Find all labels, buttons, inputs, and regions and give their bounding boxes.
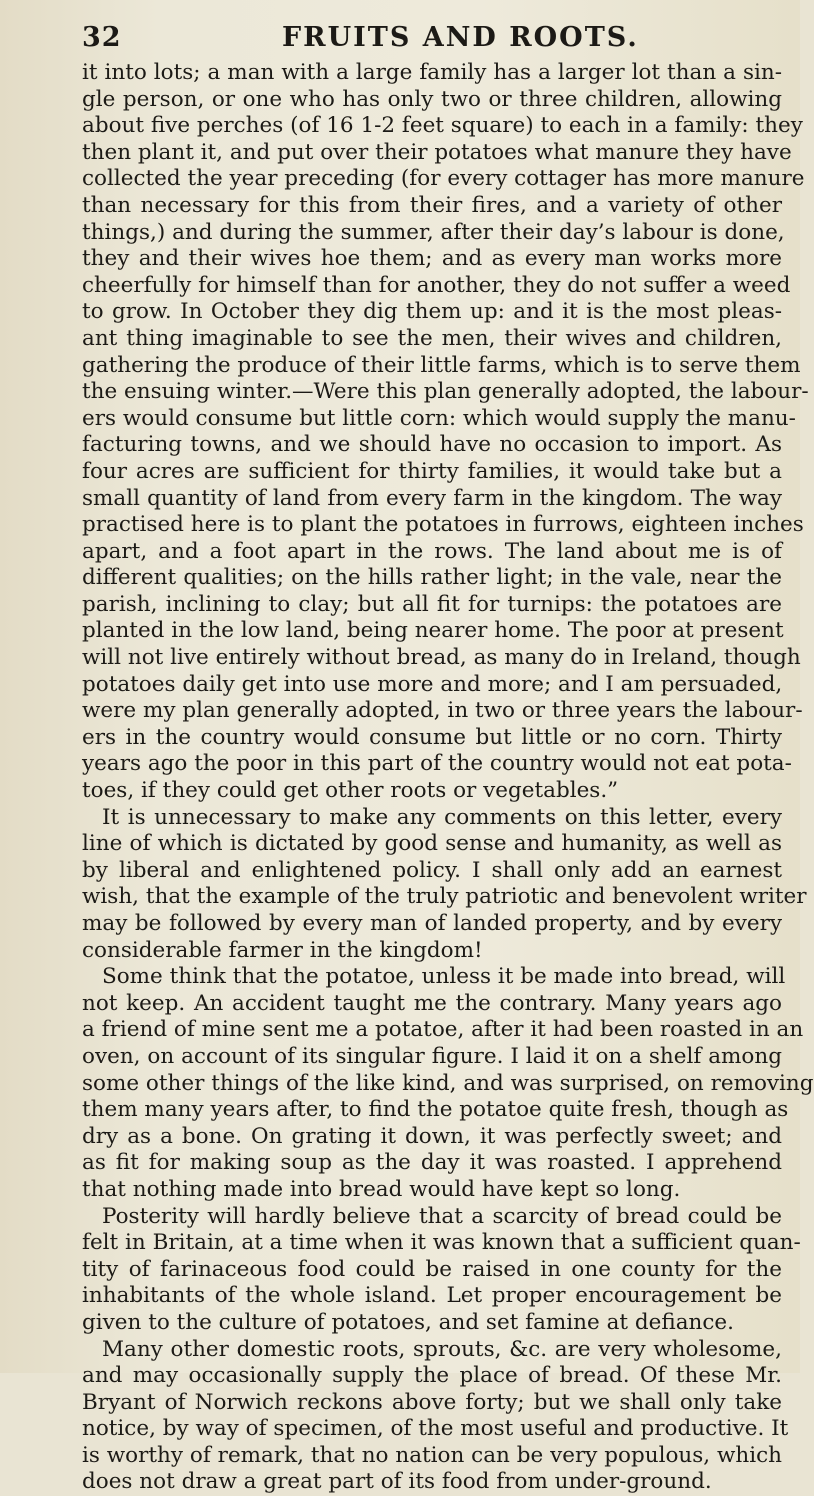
text-line: wish, that the example of the truly patriotic and benevolent writer: [82, 884, 807, 910]
text-line: oven, on account of its singular figure. I laid it on a shelf among: [82, 1043, 782, 1069]
text-line: it into lots; a man with a large family has a larger lot than a sin-: [82, 60, 782, 85]
text-line: notice, by way of specimen, of the most useful and productive. It: [82, 1416, 789, 1442]
text-line: It is unnecessary to make any comments on this letter, every: [102, 804, 782, 830]
text-line: parish, inclining to clay; but all fit for turnips: the potatoes are: [82, 591, 782, 617]
text-line: facturing towns, and we should have no occasion to import. As: [82, 432, 782, 458]
text-line: gathering the produce of their little farms, which is to serve them: [82, 352, 801, 378]
text-line: years ago the poor in this part of the country would not eat pota-: [82, 751, 792, 777]
text-line: considerable farmer in the kingdom!: [82, 937, 483, 963]
text-line: toes, if they could get other roots or vegetables.”: [82, 778, 619, 804]
body-text: [82, 60, 814, 1496]
text-line: about five perches (of 16 1-2 feet square) to each in a family: they: [82, 113, 803, 139]
text-line: ant thing imaginable to see the men, their wives and children,: [82, 325, 782, 351]
text-line: and may occasionally supply the place of bread. Of these Mr.: [82, 1363, 782, 1389]
text-line: collected the year preceding (for every cottager has more manure: [82, 166, 805, 192]
text-line: to grow. In October they dig them up: and it is the most pleas-: [82, 299, 782, 325]
text-line: a friend of mine sent me a potatoe, after it had been roasted in an: [82, 1017, 804, 1043]
running-head: FRUITS AND ROOTS.: [282, 22, 639, 53]
text-line: gle person, or one who has only two or three children, allowing: [82, 86, 782, 112]
text-line: small quantity of land from every farm in the kingdom. The way: [82, 485, 782, 511]
text-line: is worthy of remark, that no nation can be very populous, which: [82, 1442, 782, 1468]
text-line: Some think that the potatoe, unless it be made into bread, will: [102, 964, 786, 990]
text-line: not keep. An accident taught me the contrary. Many years ago: [82, 990, 782, 1016]
text-line: ers in the country would consume but little or no corn. Thirty: [82, 724, 782, 750]
page-number: 32: [82, 22, 122, 53]
text-line: they and their wives hoe them; and as every man works more: [82, 246, 782, 272]
text-line: potatoes daily get into use more and more; and I am persuaded,: [82, 671, 783, 697]
text-line: apart, and a foot apart in the rows. The land about me is of: [82, 538, 782, 564]
text-line: the ensuing winter.—Were this plan generally adopted, the labour-: [82, 379, 809, 405]
text-line: line of which is dictated by good sense and humanity, as well as: [82, 831, 782, 857]
text-line: planted in the low land, being nearer home. The poor at present: [82, 618, 784, 644]
text-line: them many years after, to find the potatoe quite fresh, though as: [82, 1097, 789, 1123]
text-line: tity of farinaceous food could be raised in one county for the: [82, 1256, 782, 1282]
text-line: some other things of the like kind, and was surprised, on removing: [82, 1070, 814, 1096]
text-line: does not draw a great part of its food from under-ground.: [82, 1469, 712, 1495]
text-line: were my plan generally adopted, in two or three years the labour-: [82, 698, 803, 724]
text-line: that nothing made into bread would have kept so long.: [82, 1176, 681, 1202]
text-line: will not live entirely without bread, as many do in Ireland, though: [82, 645, 801, 671]
text-line: Posterity will hardly believe that a scarcity of bread could be: [102, 1203, 782, 1229]
text-line: different qualities; on the hills rather light; in the vale, near the: [82, 565, 782, 591]
text-line: than necessary for this from their fires, and a variety of other: [82, 192, 782, 218]
text-line: dry as a bone. On grating it down, it was perfectly sweet; and: [82, 1123, 782, 1149]
text-line: then plant it, and put over their potatoes what manure they have: [82, 139, 792, 165]
text-line: may be followed by every man of landed property, and by every: [82, 911, 782, 936]
text-line: cheerfully for himself than for another, they do not suffer a weed: [82, 272, 791, 298]
text-line: four acres are sufficient for thirty families, it would take but a: [82, 458, 782, 484]
text-line: ers would consume but little corn: which would supply the manu-: [82, 405, 796, 431]
text-line: given to the culture of potatoes, and set famine at defiance.: [82, 1309, 734, 1335]
text-line: Bryant of Norwich reckons above forty; but we shall only take: [82, 1389, 782, 1415]
text-line: things,) and during the summer, after their day’s labour is done,: [82, 219, 785, 245]
text-line: by liberal and enlightened policy. I shall only add an earnest: [82, 857, 782, 883]
page-header: [82, 22, 740, 56]
text-line: practised here is to plant the potatoes in furrows, eighteen inches: [82, 512, 804, 538]
text-line: Many other domestic roots, sprouts, &c. are very wholesome,: [102, 1336, 782, 1362]
text-line: as fit for making soup as the day it was roasted. I apprehend: [82, 1150, 782, 1176]
text-line: felt in Britain, at a time when it was known that a sufficient quan-: [82, 1230, 801, 1256]
text-line: inhabitants of the whole island. Let proper encouragement be: [82, 1283, 782, 1309]
